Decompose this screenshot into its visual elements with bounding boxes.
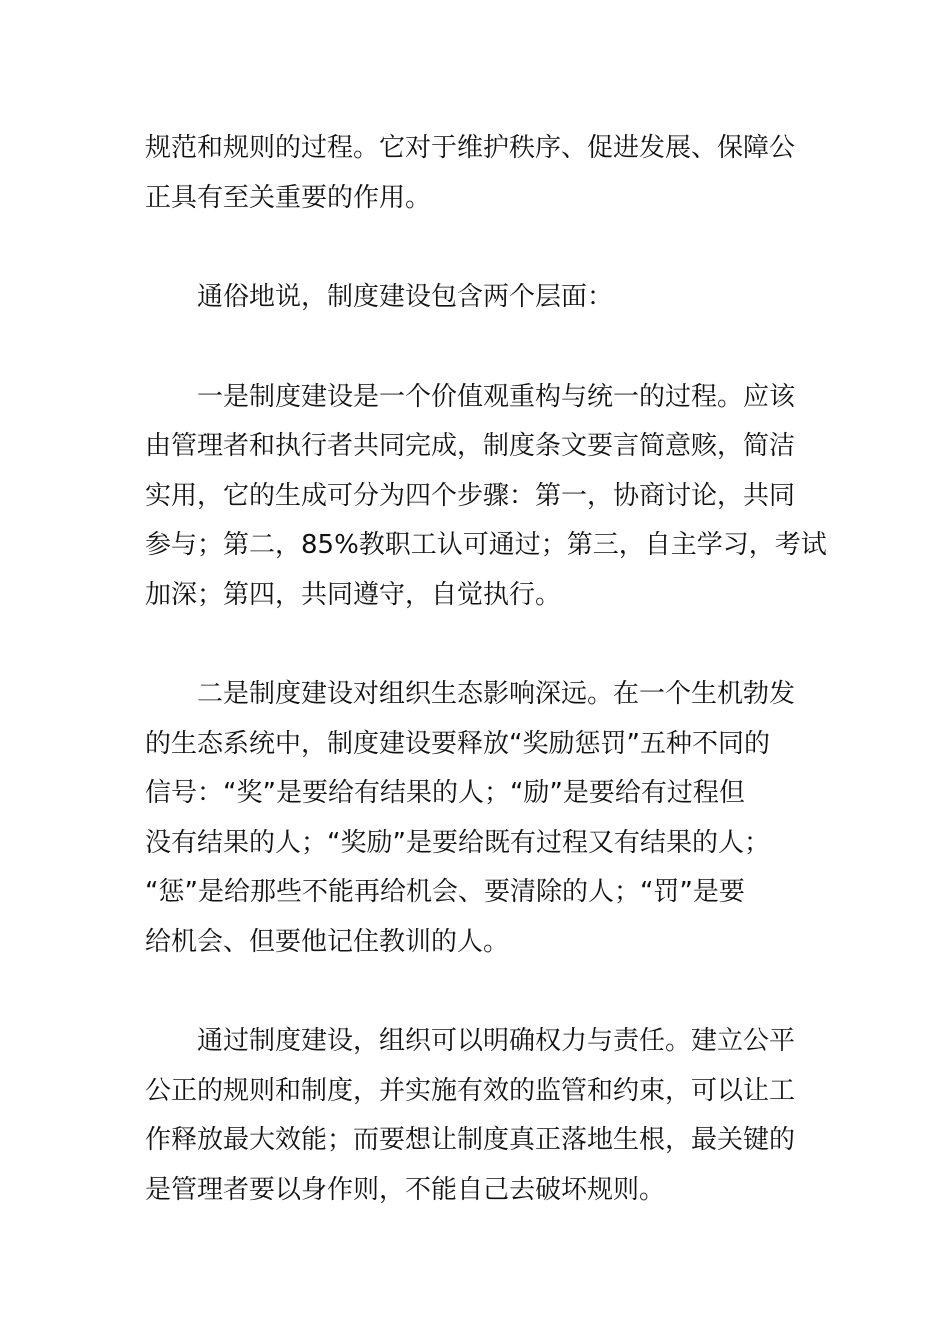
paragraph-4 xyxy=(145,670,807,967)
text-line: 公正的规则和制度，并实施有效的监管和约束，可以让工 xyxy=(145,1075,796,1106)
text-line: 由管理者和执行者共同完成，制度条文要言简意赅，简洁 xyxy=(145,431,796,461)
text-line: 二是制度建设对组织生态影响深远。在一个生机勃发 xyxy=(197,679,796,709)
text-line: 信号：“奖”是要给有结果的人；“励”是要给有过程但 xyxy=(145,778,745,808)
text-line: “惩”是给那些不能再给机会、要清除的人；“罚”是要 xyxy=(145,877,745,907)
text-line: 没有结果的人；“奖励”是要给既有过程又有结果的人； xyxy=(145,827,770,858)
text-line: 通俗地说，制度建设包含两个层面： xyxy=(197,282,614,312)
text-line: 的生态系统中，制度建设要释放“奖励惩罚”五种不同的 xyxy=(145,728,770,759)
text-line: 正具有至关重要的作用。 xyxy=(145,182,432,213)
paragraph-2 xyxy=(145,273,807,323)
text-line: 规范和规则的过程。它对于维护秩序、促进发展、保障公 xyxy=(145,133,796,163)
text-line: 加深；第四，共同遵守，自觉执行。 xyxy=(145,579,562,610)
paragraph-1 xyxy=(145,124,807,223)
text-line: 参与；第二，85%教职工认可通过；第三，自主学习，考试 xyxy=(145,530,827,560)
text-line: 通过制度建设，组织可以明确权力与责任。建立公平 xyxy=(197,1026,796,1056)
text-line: 一是制度建设是一个价值观重构与统一的过程。应该 xyxy=(197,381,796,412)
text-line: 实用，它的生成可分为四个步骤：第一，协商讨论，共同 xyxy=(145,480,796,511)
text-line: 是管理者要以身作则，不能自己去破坏规则。 xyxy=(145,1174,666,1205)
text-line: 作释放最大效能；而要想让制度真正落地生根，最关键的 xyxy=(145,1125,796,1155)
document-body xyxy=(145,124,827,1265)
paragraph-5 xyxy=(145,1017,807,1215)
paragraph-3 xyxy=(145,373,827,621)
text-line: 给机会、但要他记住教训的人。 xyxy=(145,926,510,957)
